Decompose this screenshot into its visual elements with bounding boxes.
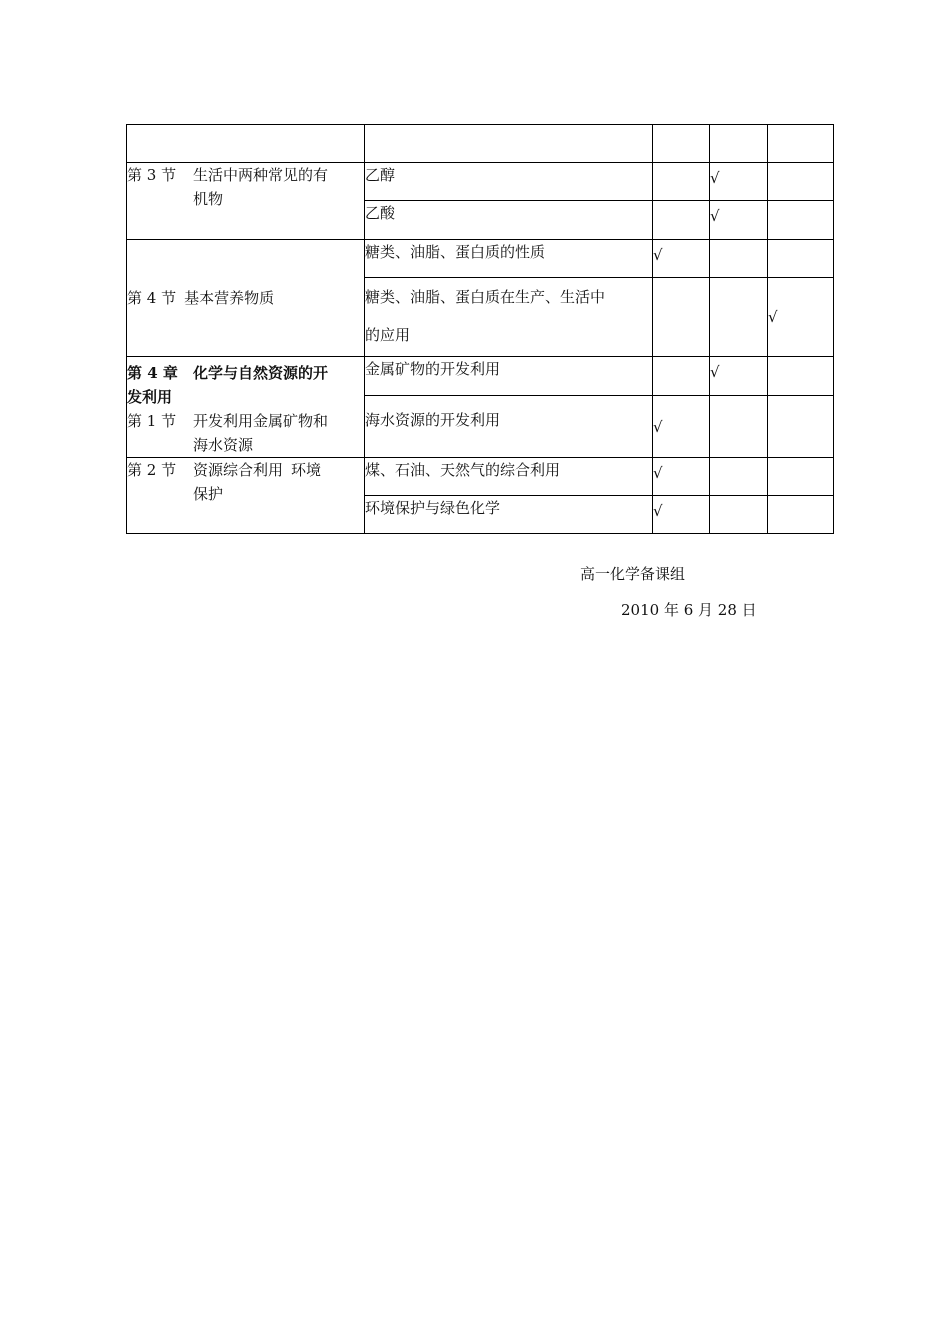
check-cell-3 [768, 357, 834, 396]
table-row [127, 357, 834, 396]
topic-cell: 环境保护与绿色化学 [365, 496, 653, 534]
section-cell [127, 163, 365, 240]
table-row [127, 163, 834, 201]
check-cell-1 [653, 357, 710, 396]
check-cell-1 [653, 240, 710, 278]
table-cell [768, 125, 834, 163]
section-cell [127, 458, 365, 534]
section-title: 基本营养物质 [184, 289, 275, 307]
check-mark: √ [653, 417, 663, 436]
topic-line: 糖类、油脂、蛋白质在生产、生活中 [365, 288, 606, 306]
check-cell-2 [710, 240, 768, 278]
curriculum-table [126, 124, 834, 534]
check-cell-2 [710, 163, 768, 201]
table-cell [653, 125, 710, 163]
section-title: 开发利用金属矿物和 [193, 412, 329, 430]
check-mark: √ [653, 502, 663, 520]
table-row [127, 458, 834, 496]
check-cell-3 [768, 496, 834, 534]
topic-cell: 海水资源的开发利用 [365, 396, 653, 458]
topic-cell: 煤、石油、天然气的综合利用 [365, 458, 653, 496]
table-row [127, 240, 834, 278]
check-cell-1 [653, 396, 710, 458]
topic-cell: 糖类、油脂、蛋白质的性质 [365, 240, 653, 278]
section-number: 第 3 节 [127, 166, 177, 184]
section-number: 第 4 节 [127, 289, 177, 307]
check-mark: √ [710, 363, 720, 381]
check-cell-2 [710, 458, 768, 496]
check-cell-3 [768, 240, 834, 278]
check-cell-3 [768, 201, 834, 240]
chapter-title: 化学与自然资源的开 [193, 364, 329, 382]
topic-cell: 乙酸 [365, 201, 653, 240]
check-cell-1 [653, 163, 710, 201]
check-cell-2 [710, 496, 768, 534]
table-cell [365, 125, 653, 163]
check-cell-2 [710, 357, 768, 396]
table-row [127, 125, 834, 163]
section-title: 资源综合利用 [193, 461, 284, 479]
section-cell [127, 240, 365, 357]
topic-cell: 金属矿物的开发利用 [365, 357, 653, 396]
topic-line: 的应用 [365, 326, 411, 344]
section-title: 生活中两种常见的有 [193, 166, 329, 184]
section-title-part: 环境 [291, 461, 322, 479]
topic-cell [365, 278, 653, 357]
chapter-number: 第 4 章 [127, 364, 178, 382]
section-title-cont: 机物 [193, 190, 224, 208]
section-cell [127, 357, 365, 458]
check-cell-3 [768, 458, 834, 496]
check-mark: √ [710, 169, 720, 187]
section-title-cont: 保护 [193, 485, 224, 503]
section-number: 第 2 节 [127, 461, 177, 479]
section-number: 第 1 节 [127, 412, 177, 430]
check-mark: √ [710, 207, 720, 225]
check-cell-2 [710, 396, 768, 458]
check-cell-1 [653, 496, 710, 534]
document-date: 2010 年 6 月 28 日 [621, 601, 757, 619]
check-cell-3 [768, 396, 834, 458]
signature: 高一化学备课组 [580, 565, 686, 583]
table-cell [127, 125, 365, 163]
check-cell-2 [710, 201, 768, 240]
section-title-cont: 海水资源 [193, 436, 254, 454]
check-cell-2 [710, 278, 768, 357]
chapter-title-cont: 发利用 [127, 388, 173, 406]
check-cell-1 [653, 458, 710, 496]
check-cell-1 [653, 278, 710, 357]
check-mark: √ [653, 464, 663, 482]
table-cell [710, 125, 768, 163]
check-cell-3 [768, 163, 834, 201]
topic-cell: 乙醇 [365, 163, 653, 201]
check-mark: √ [653, 246, 663, 264]
check-mark: √ [768, 308, 778, 326]
check-cell-3 [768, 278, 834, 357]
check-cell-1 [653, 201, 710, 240]
